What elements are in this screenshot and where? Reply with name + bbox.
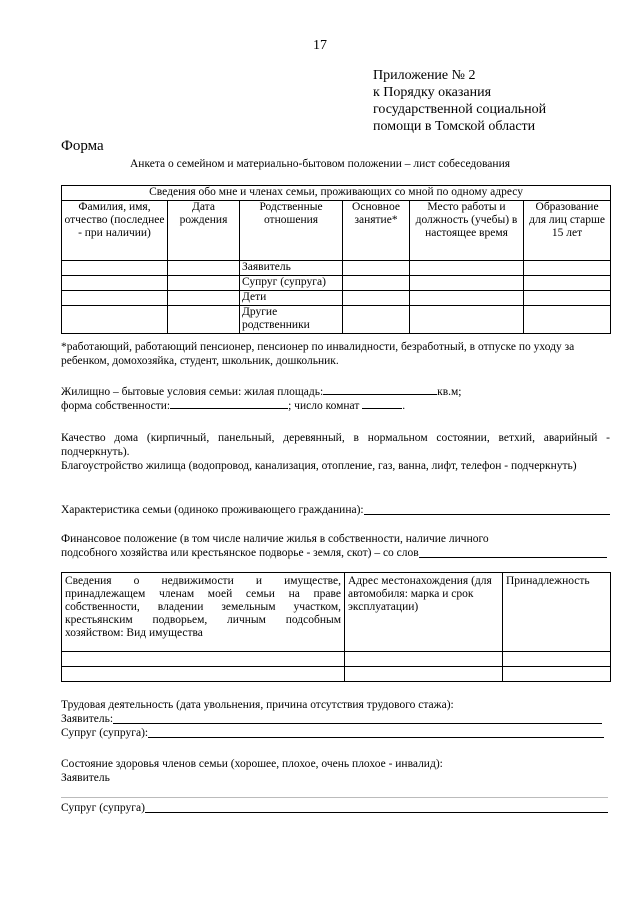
relation-other-relatives: Другие родственники	[240, 306, 343, 334]
cell-property-owner[interactable]	[503, 652, 611, 667]
table-row	[62, 276, 611, 291]
health-spouse-field[interactable]	[145, 801, 608, 813]
health-spouse-label: Супруг (супруга)	[61, 802, 145, 814]
cell-birth[interactable]	[168, 276, 240, 291]
page-number: 17	[313, 38, 327, 53]
cell-property-address[interactable]	[345, 667, 503, 682]
cell-occupation[interactable]	[343, 291, 410, 306]
cell-workplace[interactable]	[410, 291, 524, 306]
cell-occupation[interactable]	[343, 306, 410, 334]
header-full-name: Фамилия, имя, отчество (последнее - при наличии)	[62, 201, 168, 261]
cell-workplace[interactable]	[410, 261, 524, 276]
labor-applicant-line	[61, 712, 602, 726]
occupation-footnote: *работающий, работающий пенсионер, пенсионер по инвалидности, безработный, в отпуске по уходу за ребенком, домохозяйка, студент, школьник, дошкольник.	[61, 341, 575, 367]
cell-workplace[interactable]	[410, 306, 524, 334]
labor-applicant-label: Заявитель:	[61, 713, 114, 725]
header-education: Образование для лиц старше 15 лет	[524, 201, 611, 261]
form-title: Анкета о семейном и материально-бытовом положении – лист собеседования	[129, 158, 511, 170]
finance-line-2	[61, 546, 607, 560]
appendix-line-4: помощи в Томской области	[373, 119, 536, 134]
living-area-field[interactable]	[323, 383, 437, 395]
cell-education[interactable]	[524, 261, 611, 276]
family-characteristic-field[interactable]	[364, 503, 610, 515]
rooms-end: .	[402, 400, 406, 412]
appendix-header	[373, 67, 546, 135]
rooms-label: ; число комнат	[288, 400, 360, 412]
family-table-caption: Сведения обо мне и членах семьи, проживающих со мной по одному адресу	[62, 186, 611, 201]
labor-title: Трудовая деятельность (дата увольнения, причина отсутствия трудового стажа):	[61, 699, 454, 711]
cell-occupation[interactable]	[343, 261, 410, 276]
finance-field[interactable]	[419, 546, 607, 558]
living-area-unit: кв.м;	[437, 386, 462, 398]
finance-line-1: Финансовое положение (в том числе наличие жилья в собственности, наличие личного	[61, 533, 489, 545]
cell-birth[interactable]	[168, 291, 240, 306]
health-applicant-field[interactable]	[61, 797, 608, 798]
form-label: Форма	[61, 138, 104, 154]
family-characteristic-line	[61, 503, 610, 517]
cell-name[interactable]	[62, 306, 168, 334]
ownership-label: форма собственности:	[61, 400, 171, 412]
cell-property-address[interactable]	[345, 652, 503, 667]
cell-property-type[interactable]	[62, 652, 345, 667]
appendix-line-1: Приложение № 2	[373, 68, 476, 83]
table-row	[62, 667, 611, 682]
appendix-line-2: к Порядку оказания	[373, 85, 492, 100]
rooms-field[interactable]	[362, 397, 402, 409]
ownership-line	[61, 397, 405, 413]
header-birth-date: Дата рождения	[168, 201, 240, 261]
relation-spouse: Супруг (супруга)	[240, 276, 343, 291]
health-spouse-line	[61, 801, 608, 815]
header-occupation: Основное занятие*	[343, 201, 410, 261]
cell-birth[interactable]	[168, 306, 240, 334]
cell-education[interactable]	[524, 291, 611, 306]
cell-name[interactable]	[62, 276, 168, 291]
cell-occupation[interactable]	[343, 276, 410, 291]
cell-name[interactable]	[62, 261, 168, 276]
ownership-field[interactable]	[170, 397, 288, 409]
labor-spouse-label: Супруг (супруга):	[61, 727, 149, 739]
cell-birth[interactable]	[168, 261, 240, 276]
cell-workplace[interactable]	[410, 276, 524, 291]
finance-label: подсобного хозяйства или крестьянское подворье - земля, скот) – со слов	[61, 547, 419, 559]
amenities-text: Благоустройство жилища (водопровод, канализация, отопление, газ, ванна, лифт, телефон - подчеркнуть)	[61, 460, 577, 472]
property-type-header: Сведения о недвижимости и имуществе, принадлежащем членам моей семьи на праве собственности, владении земельным участком, крестьянским подворьем, личным подсобным хозяйством: Вид имущества	[62, 573, 345, 652]
house-quality-text: Качество дома (кирпичный, панельный, деревянный, в нормальном состоянии, ветхий, аварийный - подчеркнуть).	[61, 432, 610, 458]
labor-spouse-line	[61, 726, 604, 740]
living-area-label: Жилищно – бытовые условия семьи: жилая площадь:	[61, 386, 324, 398]
property-owner-header: Принадлежность	[503, 573, 611, 652]
relation-applicant: Заявитель	[240, 261, 343, 276]
family-characteristic-label: Характеристика семьи (одиноко проживающего гражданина):	[61, 504, 364, 516]
cell-name[interactable]	[62, 291, 168, 306]
health-applicant-label: Заявитель	[61, 772, 110, 784]
property-address-header: Адрес местонахождения (для автомобиля: марка и срок эксплуатации)	[345, 573, 503, 652]
cell-property-owner[interactable]	[503, 667, 611, 682]
cell-education[interactable]	[524, 276, 611, 291]
labor-spouse-field[interactable]	[148, 726, 604, 738]
family-members-table	[61, 185, 611, 334]
relation-children: Дети	[240, 291, 343, 306]
appendix-line-3: государственной социальной	[373, 102, 547, 117]
health-title: Состояние здоровья членов семьи (хорошее, плохое, очень плохое - инвалид):	[61, 758, 443, 770]
cell-education[interactable]	[524, 306, 611, 334]
table-row	[62, 291, 611, 306]
property-table	[61, 572, 611, 682]
header-workplace: Место работы и должность (учебы) в настоящее время	[410, 201, 524, 261]
table-row	[62, 306, 611, 334]
header-relationship: Родственные отношения	[240, 201, 343, 261]
table-row	[62, 261, 611, 276]
cell-property-type[interactable]	[62, 667, 345, 682]
table-row	[62, 652, 611, 667]
labor-applicant-field[interactable]	[113, 712, 602, 724]
